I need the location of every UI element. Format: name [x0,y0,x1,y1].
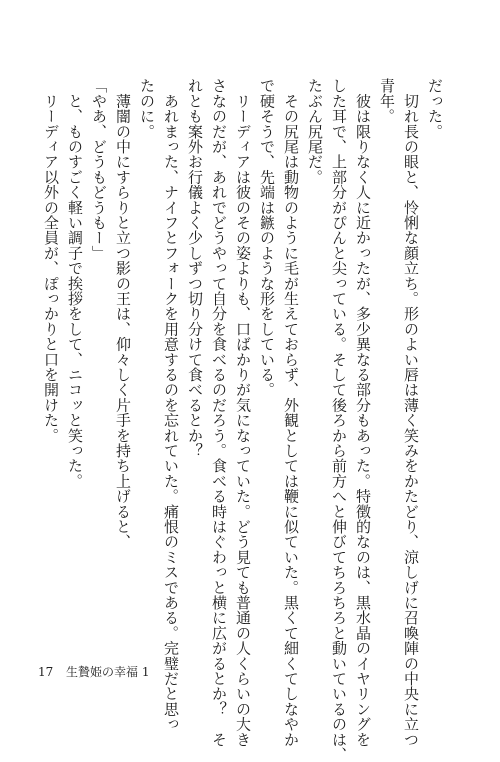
text-line: 彼は限りなく人に近かったが、多少異なる部分もあった。特徴的なのは、黒水晶のイヤリングを [354,78,372,747]
page-number: 17 [38,665,54,679]
text-line: 青年。 [378,78,396,124]
text-line: 切れ長の眼と、怜悧な顔立ち。形のよい唇は薄く笑みをかたどり、涼しげに召喚陣の中央に立つ [402,78,420,747]
text-line: 「やあ、どうもどうもー」 [90,78,108,261]
text-line: その尻尾は動物のように毛が生えておらず、外観としては鞭に似ていた。黒くて細くてしなやか [282,78,300,747]
running-title: 生贄姫の幸福 1 [66,665,150,679]
text-line: リーディア以外の全員が、ぽっかりと口を開けた。 [42,78,60,443]
text-line: たぶん尻尾だ。 [306,78,324,185]
text-line: れとも案外お行儀よく少しずつ切り分けて食べるとか？ [186,78,204,458]
text-line: した耳で、上部分がぴんと尖っている。そして後ろから前方へと伸びてちろちろと動いているのは、 [330,78,348,762]
text-line: 薄闇の中にすらりと立つ影の王は、仰々しく片手を持ち上げると、 [114,78,132,550]
text-line: あれまった、ナイフとフォークを用意するのを忘れていた。痛恨のミスである。完璧だと思っ [162,78,180,732]
text-line: だった。 [426,78,444,139]
text-line: たのに。 [138,78,156,139]
text-line: リーディアは彼のその姿よりも、口ばかりが気になっていた。どう見ても普通の人くらいの大き [234,78,252,747]
text-line: で硬そうで、先端は鏃のような形をしている。 [258,78,276,398]
text-line: と、ものすごく軽い調子で挨拶をして、ニコッと笑った。 [66,78,84,489]
text-line: さなのだが、あれでどうやって自分を食べるのだろう。食べる時はぐわっと横に広がるとか？ そ [210,78,228,747]
